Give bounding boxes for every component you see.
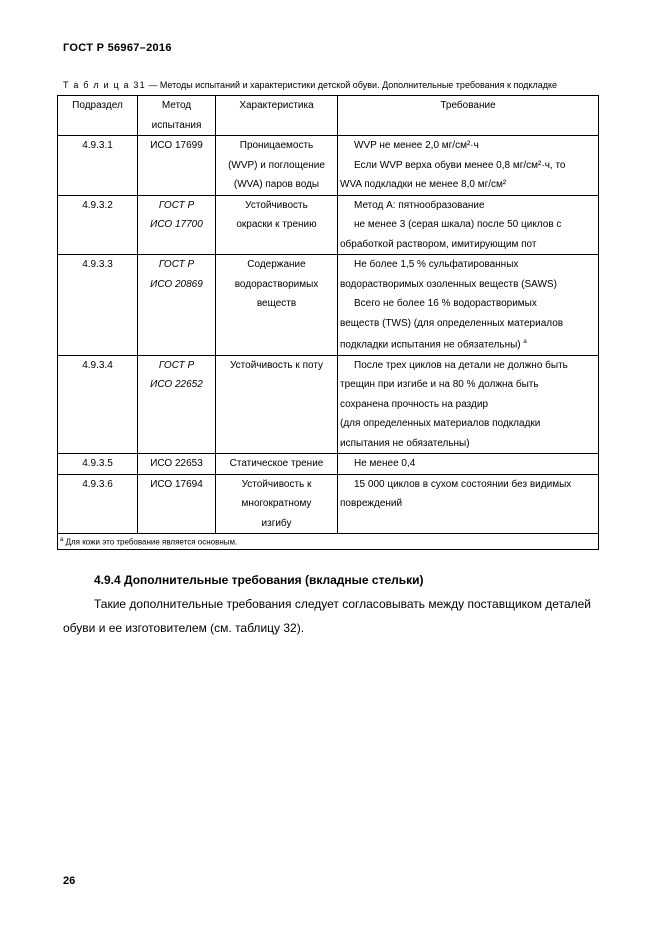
cell-characteristic-line: (WVP) и поглощение (228, 159, 325, 171)
cell-requirement-line: веществ (TWS) (для определенных материалов (340, 317, 564, 329)
column-header-section: Подраздел (58, 96, 138, 136)
cell-method (138, 355, 216, 454)
footnote-text: Для кожи это требование является основным. (65, 537, 238, 547)
cell-characteristic-line: многократному (241, 498, 312, 510)
cell-requirement-line: WVP не менее 2,0 мг/см²·ч (354, 140, 479, 151)
cell-requirement-line: не менее 3 (серая шкала) после 50 циклов с (354, 219, 562, 230)
table-caption (63, 80, 557, 90)
column-header-characteristic: Характеристика (216, 96, 338, 136)
cell-requirement (338, 454, 599, 475)
cell-characteristic-line: Содержание (247, 259, 306, 270)
footnote-mark: a (523, 339, 527, 345)
cell-requirement-text: подкладки испытания не обязательны) (340, 339, 521, 351)
cell-requirement-line: повреждений (340, 498, 403, 510)
cell-requirement (338, 474, 599, 534)
cell-characteristic (216, 136, 338, 196)
cell-characteristic-line: Устойчивость к (241, 478, 312, 490)
table-footnote (58, 534, 599, 550)
cell-method (138, 195, 216, 255)
cell-requirement (338, 195, 599, 255)
cell-requirement-line: (для определенных материалов подкладки (340, 418, 541, 430)
cell-section: 4.9.3.1 (58, 136, 138, 196)
cell-section: 4.9.3.6 (58, 474, 138, 534)
cell-characteristic (216, 355, 338, 454)
table-row (58, 195, 599, 255)
cell-characteristic-line: окраски к трению (236, 219, 317, 230)
footnote-mark: a (60, 537, 64, 544)
table-row (58, 474, 599, 534)
table-row (58, 136, 599, 196)
cell-requirement-line: Если WVP верха обуви менее 0,8 мг/см²·ч, то (354, 159, 566, 171)
page-number: 26 (63, 875, 76, 887)
cell-method-line: ИСО 20869 (150, 278, 203, 290)
table-caption-label: Т а б л и ц а 31 (63, 80, 146, 90)
cell-requirement (338, 136, 599, 196)
table-row (58, 355, 599, 454)
cell-requirement (338, 355, 599, 454)
cell-method-line: ГОСТ Р (158, 259, 195, 270)
cell-characteristic (216, 454, 338, 475)
cell-method (138, 255, 216, 356)
cell-requirement-line: трещин при изгибе и на 80 % должна быть (340, 379, 539, 391)
cell-requirement (338, 255, 599, 356)
cell-requirement-line: Всего не более 16 % водорастворимых (354, 298, 537, 309)
table-row (58, 454, 599, 475)
cell-requirement-line: Не более 1,5 % сульфатированных (354, 259, 519, 270)
cell-method (138, 474, 216, 534)
cell-characteristic-line: Устойчивость к поту (229, 359, 324, 371)
cell-requirement-line: Метод А: пятнообразование (354, 199, 485, 211)
cell-characteristic-line: (WVA) паров воды (233, 179, 320, 190)
cell-requirement-line: обработкой раствором, имитирующим пот (340, 238, 537, 250)
cell-method-line: ИСО 17700 (150, 219, 203, 230)
cell-requirement-line: сохранена прочность на раздир (340, 398, 489, 410)
cell-requirement-line-footnoted (340, 333, 596, 355)
column-header-requirement: Требование (338, 96, 599, 136)
cell-method-line: ИСО 17699 (150, 140, 203, 151)
cell-method (138, 454, 216, 475)
cell-method-line: ИСО 17694 (150, 478, 203, 490)
column-header-method: Метод испытания (138, 96, 216, 136)
cell-section: 4.9.3.3 (58, 255, 138, 356)
cell-section: 4.9.3.2 (58, 195, 138, 255)
cell-section: 4.9.3.5 (58, 454, 138, 475)
cell-characteristic-line: веществ (256, 298, 297, 309)
table-footnote-row (58, 534, 599, 550)
cell-characteristic (216, 474, 338, 534)
cell-section: 4.9.3.4 (58, 355, 138, 454)
cell-method-line: ИСО 22653 (150, 458, 203, 470)
cell-characteristic (216, 195, 338, 255)
table-row (58, 255, 599, 356)
cell-requirement-line: Не менее 0,4 (354, 458, 416, 470)
section-paragraph: Такие дополнительные требования следует согласовывать между поставщиком деталей обуви и ее изготовителем (см. таблицу 32). (63, 597, 591, 635)
cell-characteristic-line: Проницаемость (239, 140, 314, 151)
document-id: ГОСТ Р 56967–2016 (63, 42, 172, 54)
cell-characteristic-line: Устойчивость (245, 199, 308, 211)
cell-requirement-line: 15 000 циклов в сухом состоянии без видимых (354, 478, 572, 490)
cell-requirement-line: WVA подкладки не менее 8,0 мг/см² (340, 179, 507, 190)
cell-characteristic-line: изгибу (261, 517, 292, 529)
cell-method-line: ГОСТ Р (158, 359, 195, 371)
cell-characteristic-line: Статическое трение (229, 458, 324, 470)
cell-method-line: ИСО 22652 (150, 379, 203, 391)
table-header-row (58, 96, 599, 136)
cell-requirement-line: водорастворимых озоленных веществ (SAWS) (340, 278, 557, 290)
table-caption-title: — Методы испытаний и характеристики детской обуви. Дополнительные требования к подкладке (145, 80, 558, 90)
cell-characteristic (216, 255, 338, 356)
cell-requirement-line: испытания не обязательны) (340, 437, 470, 449)
cell-method (138, 136, 216, 196)
cell-method-line: ГОСТ Р (158, 199, 195, 211)
section-heading: 4.9.4 Дополнительные требования (вкладные стельки) (94, 573, 424, 587)
cell-requirement-line: После трех циклов на детали не должно быть (354, 359, 568, 371)
requirements-table (57, 95, 599, 550)
cell-characteristic-line: водорастворимых (234, 278, 319, 290)
